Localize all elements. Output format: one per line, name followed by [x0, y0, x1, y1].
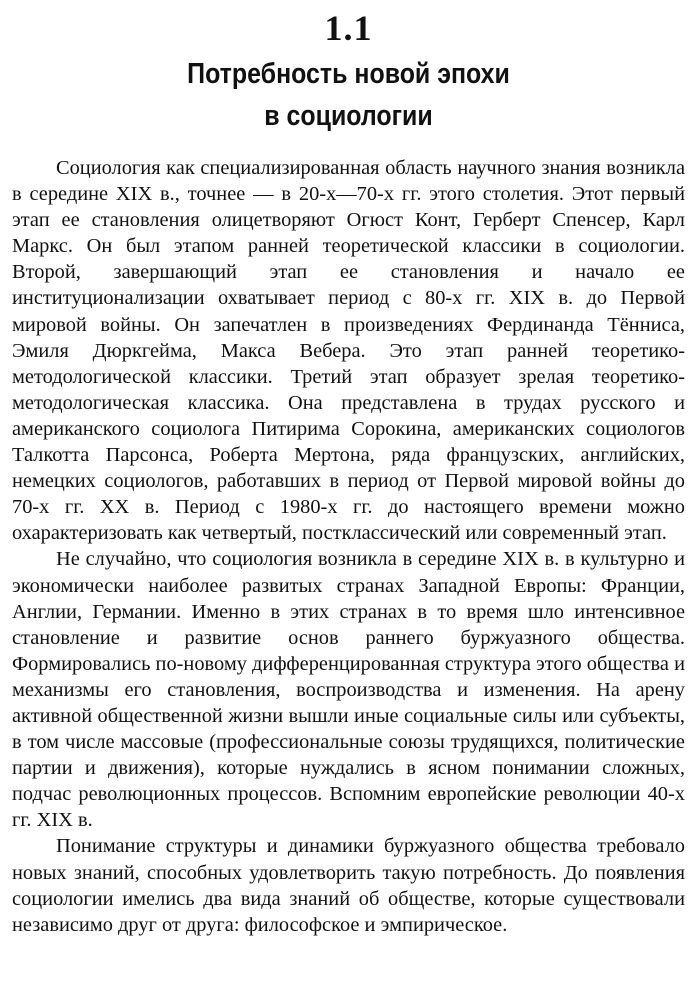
section-title-line-1: Потребность новой эпохи [187, 58, 510, 90]
paragraph-2: Не случайно, что социология возникла в середине XIX в. в культурно и экономически наиболее развитых странах Западной Европы: Франции, Англии, Германии. Именно в этих странах в то время шло интенсивное становление и развитие основ раннего буржуазного общества. Формировались по-новому дифференцированная структура этого общества и механизмы его становления, воспроизводства и изменения. На арену активной общественной жизни вышли иные социальные силы или субъекты, в том числе массовые (профессиональные союзы трудящихся, политические партии и движения), которые нуждались в ясном понимании сложных, подчас революционных процессов. Вспомним европейские революции 40-х гг. XIX в. [12, 548, 685, 832]
section-number: 1.1 [324, 8, 373, 48]
body-text [12, 155, 685, 938]
paragraph-1: Социология как специализированная область научного знания возникла в середине XIX в., точнее — в 20-х—70-х гг. этого столетия. Этот первый этап ее становления олицетворяют Огюст Конт, Герберт Спенсер, Карл Маркс. Он был этапом ранней теоретической классики в социологии. Второй, завершающий этап ее становления и начало ее институционализации охватывает период с 80-х гг. XIX в. до Первой мировой войны. Он запечатлен в произведениях Фердинанда Тённиса, Эмиля Дюркгейма, Макса Вебера. Это этап ранней теоретико-методологической классики. Третий этап образует зрелая теоретико-методологическая классика. Она представлена в трудах русского и американского социолога Питирима Сорокина, американских социологов Талкотта Парсонса, Роберта Мертона, ряда французских, английских, немецких социологов, работавших в период от Первой мировой войны до 70-х гг. XX в. Период с 1980-х гг. до настоящего времени можно охарактеризовать как четвертый, постклассический или современный этап. [12, 157, 685, 545]
section-title-line-2: в социологии [264, 100, 433, 132]
paragraph-3: Понимание структуры и динамики буржуазного общества требовало новых знаний, способных удовлетворить такую потребность. До появления социологии имелись два вида знаний об обществе, которые существовали независимо друг от друга: философское и эмпирическое. [12, 835, 685, 936]
